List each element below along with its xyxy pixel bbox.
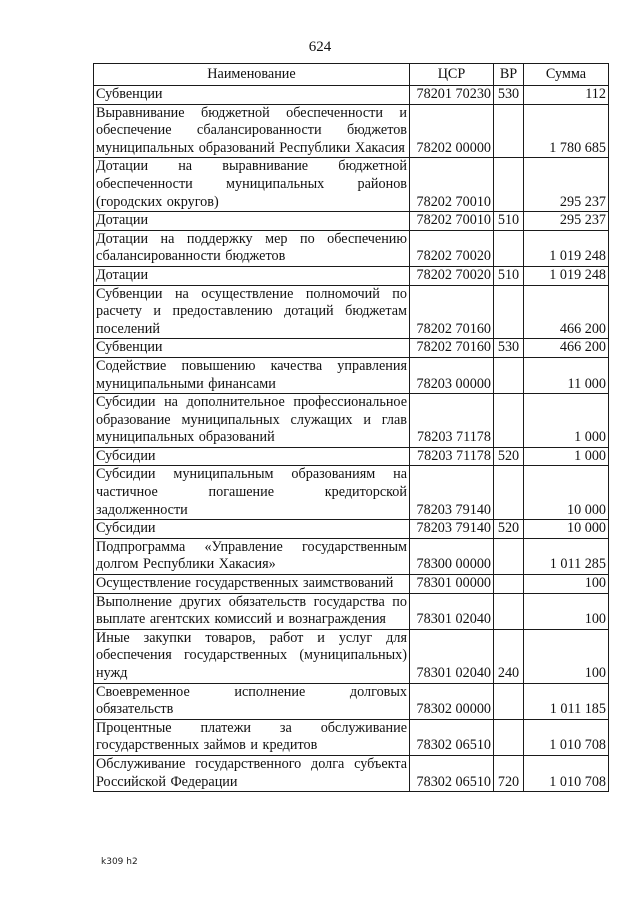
table-row (94, 683, 609, 719)
csr-cell: 78301 02040 (410, 593, 494, 629)
table-row (94, 629, 609, 683)
sum-cell: 295 237 (524, 212, 609, 231)
vr-cell (494, 466, 524, 520)
vr-cell (494, 719, 524, 755)
vr-cell: 510 (494, 212, 524, 231)
sum-cell: 1 011 185 (524, 683, 609, 719)
csr-cell: 78302 06510 (410, 755, 494, 791)
header-name: Наименование (94, 64, 410, 86)
table-row (94, 86, 609, 105)
sum-cell: 10 000 (524, 520, 609, 539)
vr-cell: 720 (494, 755, 524, 791)
sum-cell: 100 (524, 629, 609, 683)
csr-cell: 78302 00000 (410, 683, 494, 719)
sum-cell: 466 200 (524, 339, 609, 358)
name-cell: Обслуживание государственного долга субъекта Российской Федерации (94, 755, 410, 791)
name-cell: Процентные платежи за обслуживание государственных займов и кредитов (94, 719, 410, 755)
vr-cell: 520 (494, 520, 524, 539)
sum-cell: 10 000 (524, 466, 609, 520)
sum-cell: 466 200 (524, 285, 609, 339)
vr-cell: 530 (494, 339, 524, 358)
csr-cell: 78203 79140 (410, 466, 494, 520)
csr-cell: 78302 06510 (410, 719, 494, 755)
name-cell: Выравнивание бюджетной обеспеченности и обеспечение сбалансированности бюджетов муниципальных образований Республики Хакасия (94, 104, 410, 158)
table-row (94, 520, 609, 539)
vr-cell (494, 158, 524, 212)
table-row (94, 104, 609, 158)
csr-cell: 78202 70020 (410, 266, 494, 285)
csr-cell: 78202 70010 (410, 158, 494, 212)
sum-cell: 1 019 248 (524, 230, 609, 266)
csr-cell: 78202 70010 (410, 212, 494, 231)
table-row (94, 212, 609, 231)
sum-cell: 1 000 (524, 447, 609, 466)
table-row (94, 755, 609, 791)
table-row (94, 575, 609, 594)
vr-cell (494, 285, 524, 339)
sum-cell: 1 019 248 (524, 266, 609, 285)
vr-cell (494, 230, 524, 266)
page-number: 624 (308, 39, 332, 55)
table-row (94, 357, 609, 393)
csr-cell: 78300 00000 (410, 538, 494, 574)
name-cell: Субвенции (94, 86, 410, 105)
name-cell: Субвенции на осуществление полномочий по расчету и предоставлению дотаций бюджетам поселений (94, 285, 410, 339)
vr-cell (494, 104, 524, 158)
name-cell: Своевременное исполнение долговых обязательств (94, 683, 410, 719)
csr-cell: 78203 71178 (410, 394, 494, 448)
sum-cell: 1 000 (524, 394, 609, 448)
vr-cell (494, 575, 524, 594)
name-cell: Содействие повышению качества управления муниципальными финансами (94, 357, 410, 393)
name-cell: Субсидии на дополнительное профессиональное образование муниципальных служащих и глав муниципальных образований (94, 394, 410, 448)
csr-cell: 78202 00000 (410, 104, 494, 158)
name-cell: Дотации на поддержку мер по обеспечению сбалансированности бюджетов (94, 230, 410, 266)
table-row (94, 719, 609, 755)
table-row (94, 447, 609, 466)
vr-cell (494, 683, 524, 719)
table-body (94, 86, 609, 792)
csr-cell: 78201 70230 (410, 86, 494, 105)
csr-cell: 78203 00000 (410, 357, 494, 393)
table-row (94, 538, 609, 574)
vr-cell (494, 593, 524, 629)
csr-cell: 78202 70160 (410, 285, 494, 339)
sum-cell: 100 (524, 575, 609, 594)
table-row (94, 158, 609, 212)
vr-cell (494, 394, 524, 448)
csr-cell: 78202 70020 (410, 230, 494, 266)
vr-cell: 240 (494, 629, 524, 683)
table-row (94, 593, 609, 629)
table-row (94, 266, 609, 285)
sum-cell: 11 000 (524, 357, 609, 393)
csr-cell: 78202 70160 (410, 339, 494, 358)
csr-cell: 78203 71178 (410, 447, 494, 466)
table-row (94, 230, 609, 266)
budget-table (93, 63, 609, 792)
vr-cell: 510 (494, 266, 524, 285)
sum-cell: 1 780 685 (524, 104, 609, 158)
name-cell: Субсидии муниципальным образованиям на частичное погашение кредиторской задолженности (94, 466, 410, 520)
sum-cell: 1 010 708 (524, 719, 609, 755)
footer-code: k309 h2 (101, 857, 138, 867)
sum-cell: 1 010 708 (524, 755, 609, 791)
vr-cell: 530 (494, 86, 524, 105)
sum-cell: 1 011 285 (524, 538, 609, 574)
name-cell: Дотации (94, 266, 410, 285)
sum-cell: 100 (524, 593, 609, 629)
table-row (94, 394, 609, 448)
csr-cell: 78203 79140 (410, 520, 494, 539)
name-cell: Подпрограмма «Управление государственным долгом Республики Хакасия» (94, 538, 410, 574)
vr-cell (494, 538, 524, 574)
vr-cell: 520 (494, 447, 524, 466)
vr-cell (494, 357, 524, 393)
name-cell: Субсидии (94, 520, 410, 539)
header-sum: Сумма (524, 64, 609, 86)
name-cell: Выполнение других обязательств государства по выплате агентских комиссий и вознаграждения (94, 593, 410, 629)
name-cell: Осуществление государственных заимствований (94, 575, 410, 594)
name-cell: Субвенции (94, 339, 410, 358)
table-row (94, 339, 609, 358)
table-row (94, 285, 609, 339)
table-header-row (94, 64, 609, 86)
sum-cell: 112 (524, 86, 609, 105)
table-row (94, 466, 609, 520)
csr-cell: 78301 00000 (410, 575, 494, 594)
header-csr: ЦСР (410, 64, 494, 86)
name-cell: Дотации (94, 212, 410, 231)
name-cell: Иные закупки товаров, работ и услуг для обеспечения государственных (муниципальных) нужд (94, 629, 410, 683)
header-vr: ВР (494, 64, 524, 86)
name-cell: Субсидии (94, 447, 410, 466)
name-cell: Дотации на выравнивание бюджетной обеспеченности муниципальных районов (городских округов) (94, 158, 410, 212)
csr-cell: 78301 02040 (410, 629, 494, 683)
sum-cell: 295 237 (524, 158, 609, 212)
